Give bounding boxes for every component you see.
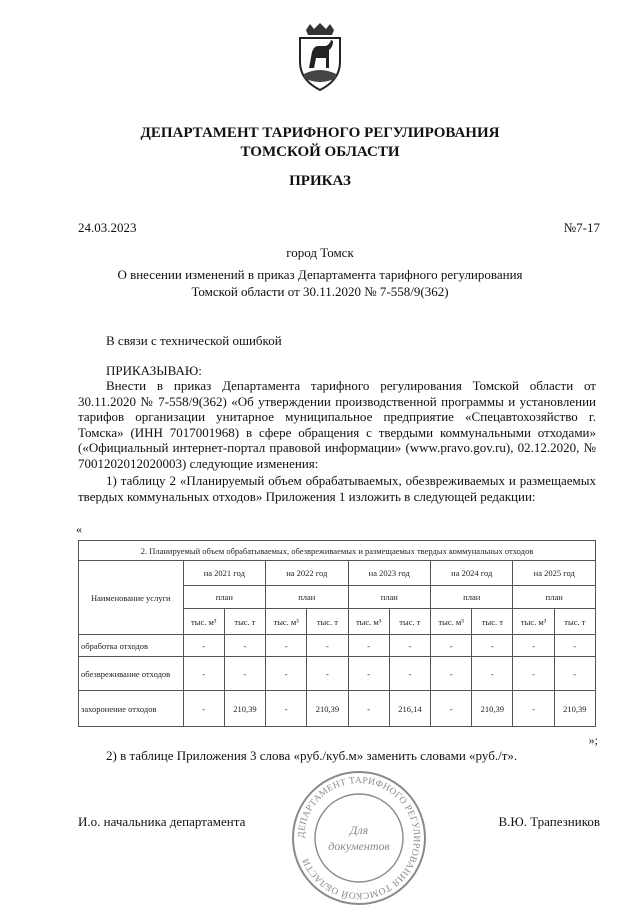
plan-header: план: [266, 586, 348, 609]
table-cell: -: [389, 657, 430, 691]
plan-header: план: [513, 586, 596, 609]
table-cell: 210,39: [472, 691, 513, 727]
unit-header: тыс. м³: [348, 609, 389, 635]
paragraph-main: Внести в приказ Департамента тарифного регулирования Томской области от 30.11.2020 № 7-558/9(362) «Об утверждении производственной программы и установлении тарифов организации унитарное муниципальное предприятие «Спецавтохозяйство г. Томска» (ИНН 7017001968) в сфере обращения с твердыми коммунальными отходами» («Официальный интернет-портал правовой информации» (www.pravo.gov.ru), 02.12.2020, № 7001202012020003) следующие изменения:: [78, 378, 596, 471]
unit-header: тыс. т: [554, 609, 595, 635]
reason-text: В связи с технической ошибкой: [106, 333, 282, 348]
table-row: [79, 635, 596, 657]
department-title-line2: ТОМСКОЙ ОБЛАСТИ: [240, 144, 400, 160]
table-row: [79, 691, 596, 727]
table-cell: 210,39: [224, 691, 265, 727]
table-cell: -: [224, 657, 265, 691]
unit-header: тыс. м³: [266, 609, 307, 635]
order-date: 24.03.2023: [78, 220, 137, 235]
table-cell: -: [554, 657, 595, 691]
table-cell: -: [389, 635, 430, 657]
row-label: обезвреживание отходов: [79, 657, 184, 691]
year-header: на 2024 год: [431, 561, 513, 586]
table-cell: -: [183, 691, 224, 727]
table-cell: -: [554, 635, 595, 657]
quote-open: «: [76, 522, 82, 536]
plan-header: план: [348, 586, 430, 609]
unit-header: тыс. м³: [431, 609, 472, 635]
table-cell: -: [183, 635, 224, 657]
plan-header: план: [183, 586, 265, 609]
official-stamp: [286, 770, 432, 905]
table-cell: -: [431, 657, 472, 691]
year-header: на 2021 год: [183, 561, 265, 586]
signatory-name: В.Ю. Трапезников: [498, 814, 600, 829]
table-cell: -: [431, 635, 472, 657]
order-number: №7-17: [563, 220, 600, 235]
table-cell: -: [513, 691, 554, 727]
table-cell: -: [513, 635, 554, 657]
table-cell: 210,39: [307, 691, 348, 727]
city: город Томск: [286, 245, 354, 260]
signatory-position: И.о. начальника департамента: [78, 814, 246, 829]
unit-header: тыс. т: [472, 609, 513, 635]
quote-close: »;: [588, 733, 598, 747]
table-cell: 216,14: [389, 691, 430, 727]
tomsk-coat-of-arms-icon: [292, 22, 348, 92]
item-2: 2) в таблице Приложения 3 слова «руб./куб.м» заменить словами «руб./т».: [106, 748, 518, 763]
stamp-center-line1: Для: [349, 823, 369, 837]
service-header: Наименование услуги: [79, 561, 184, 635]
table-header-years: [79, 561, 596, 586]
stamp-center-line2: документов: [328, 839, 390, 853]
unit-header: тыс. т: [224, 609, 265, 635]
unit-header: тыс. т: [307, 609, 348, 635]
subject-line2: Томской области от 30.11.2020 № 7-558/9(362): [191, 284, 449, 299]
item-1: 1) таблицу 2 «Планируемый объем обрабатываемых, обезвреживаемых и размещаемых твердых коммунальных отходов» Приложения 1 изложить в следующей редакции:: [78, 473, 596, 504]
order-word: ПРИКАЗЫВАЮ:: [106, 363, 202, 378]
order-subject: [0, 266, 640, 300]
table-cell: -: [307, 635, 348, 657]
table-cell: -: [472, 657, 513, 691]
table-cell: -: [348, 657, 389, 691]
unit-header: тыс. м³: [183, 609, 224, 635]
table-cell: 210,39: [554, 691, 595, 727]
table-cell: -: [183, 657, 224, 691]
table-cell: -: [348, 691, 389, 727]
year-header: на 2022 год: [266, 561, 348, 586]
row-label: обработка отходов: [79, 635, 184, 657]
table-cell: -: [472, 635, 513, 657]
year-header: на 2025 год: [513, 561, 596, 586]
unit-header: тыс. м³: [513, 609, 554, 635]
table-cell: -: [266, 635, 307, 657]
table-cell: -: [513, 657, 554, 691]
document-type: ПРИКАЗ: [289, 173, 351, 189]
table-cell: -: [266, 657, 307, 691]
table-cell: -: [431, 691, 472, 727]
year-header: на 2023 год: [348, 561, 430, 586]
table-cell: -: [224, 635, 265, 657]
unit-header: тыс. т: [389, 609, 430, 635]
table-title: 2. Планируемый объем обрабатываемых, обезвреживаемых и размещаемых твердых коммунальных отходов: [79, 541, 596, 561]
subject-line1: О внесении изменений в приказ Департамента тарифного регулирования: [117, 267, 523, 282]
table-cell: -: [307, 657, 348, 691]
plan-header: план: [431, 586, 513, 609]
table-row: [79, 657, 596, 691]
waste-volume-table: [78, 540, 596, 727]
row-label: захоронение отходов: [79, 691, 184, 727]
stamp-ring-text: ДЕПАРТАМЕНТ ТАРИФНОГО РЕГУЛИРОВАНИЯ ТОМСКОЙ ОБЛАСТИ: [296, 775, 422, 901]
table-cell: -: [266, 691, 307, 727]
table-cell: -: [348, 635, 389, 657]
department-title-line1: ДЕПАРТАМЕНТ ТАРИФНОГО РЕГУЛИРОВАНИЯ: [140, 125, 500, 141]
table-title-row: [79, 541, 596, 561]
